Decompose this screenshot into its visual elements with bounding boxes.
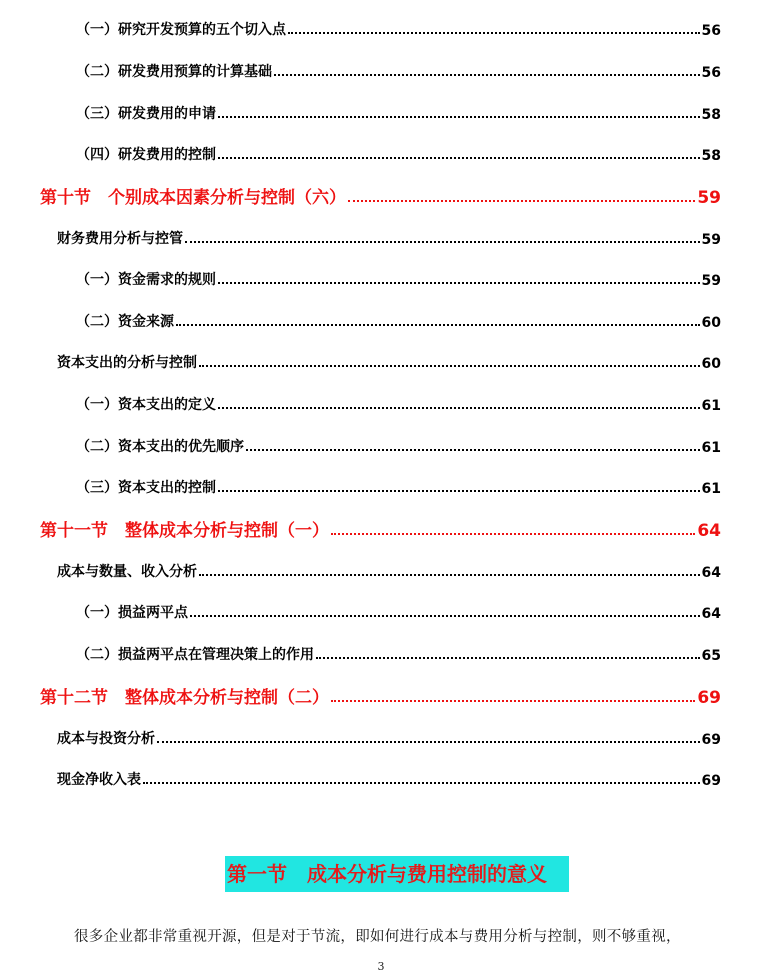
toc-entry-label: （四）研发费用的控制 <box>76 147 216 163</box>
toc-entry[interactable] <box>76 19 721 39</box>
dot-leader <box>274 74 700 76</box>
toc-entry-label: （三）资本支出的控制 <box>76 480 216 496</box>
toc-entry[interactable] <box>76 477 721 497</box>
toc-entry-page: 65 <box>701 648 721 664</box>
toc-entry[interactable] <box>76 311 721 331</box>
toc-entry[interactable] <box>76 144 721 164</box>
section-heading: 第一节 成本分析与费用控制的意义 <box>225 856 569 892</box>
dot-leader <box>218 490 700 492</box>
body-paragraph: 很多企业都非常重视开源，但是对于节流，即如何进行成本与费用分析与控制，则不够重视， <box>74 929 681 945</box>
toc-entry[interactable] <box>57 769 721 789</box>
toc-entry-label: 现金净收入表 <box>57 772 141 788</box>
toc-entry-label: （二）研发费用预算的计算基础 <box>76 64 272 80</box>
toc-entry[interactable] <box>76 103 721 123</box>
toc-entry-page: 59 <box>701 232 721 248</box>
dot-leader <box>246 449 700 451</box>
toc-entry-label: （一）资本支出的定义 <box>76 397 216 413</box>
toc-entry-page: 69 <box>701 773 721 789</box>
toc-entry-label: 成本与数量、收入分析 <box>57 564 197 580</box>
toc-entry[interactable] <box>57 561 721 581</box>
toc-entry-label: 资本支出的分析与控制 <box>57 355 197 371</box>
dot-leader <box>218 157 700 159</box>
dot-leader <box>348 200 695 202</box>
toc-entry-page: 60 <box>701 356 721 372</box>
toc-entry[interactable] <box>76 61 721 81</box>
page-number: 3 <box>377 960 385 973</box>
toc-entry-label: （三）研发费用的申请 <box>76 106 216 122</box>
dot-leader <box>176 324 700 326</box>
toc-entry-label: （二）资金来源 <box>76 314 174 330</box>
toc-entry-label: 第十一节 整体成本分析与控制（一） <box>40 521 329 541</box>
dot-leader <box>331 533 695 535</box>
toc-chapter-entry[interactable] <box>40 684 721 708</box>
dot-leader <box>157 741 700 743</box>
toc-entry-page: 58 <box>701 107 721 123</box>
toc-entry-label: （一）损益两平点 <box>76 605 188 621</box>
toc-entry[interactable] <box>57 352 721 372</box>
dot-leader <box>185 241 700 243</box>
toc-entry-label: 第十节 个别成本因素分析与控制（六） <box>40 188 346 208</box>
dot-leader <box>218 116 700 118</box>
toc-entry[interactable] <box>76 269 721 289</box>
toc-entry-page: 59 <box>697 188 721 208</box>
toc-entry-page: 59 <box>701 273 721 289</box>
toc-entry[interactable] <box>76 394 721 414</box>
dot-leader <box>316 657 700 659</box>
toc-entry-page: 56 <box>701 23 721 39</box>
toc-entry[interactable] <box>57 228 721 248</box>
toc-entry-page: 64 <box>701 606 721 622</box>
toc-entry[interactable] <box>76 436 721 456</box>
toc-entry-page: 69 <box>697 688 721 708</box>
dot-leader <box>143 782 700 784</box>
dot-leader <box>218 282 700 284</box>
toc-entry-page: 58 <box>701 148 721 164</box>
toc-entry-label: 财务费用分析与控管 <box>57 231 183 247</box>
toc-entry-page: 69 <box>701 732 721 748</box>
toc-entry-label: （二）损益两平点在管理决策上的作用 <box>76 647 314 663</box>
toc-entry-label: 成本与投资分析 <box>57 731 155 747</box>
toc-entry-label: （一）资金需求的规则 <box>76 272 216 288</box>
toc-entry-page: 56 <box>701 65 721 81</box>
toc-chapter-entry[interactable] <box>40 517 721 541</box>
dot-leader <box>218 407 700 409</box>
dot-leader <box>199 574 700 576</box>
dot-leader <box>331 700 695 702</box>
toc-entry[interactable] <box>57 728 721 748</box>
dot-leader <box>288 32 700 34</box>
toc-entry[interactable] <box>76 644 721 664</box>
dot-leader <box>190 615 700 617</box>
toc-entry-page: 64 <box>697 521 721 541</box>
toc-entry-label: （二）资本支出的优先顺序 <box>76 439 244 455</box>
toc-entry-page: 60 <box>701 315 721 331</box>
toc-entry-page: 61 <box>701 481 721 497</box>
toc-entry-page: 61 <box>701 398 721 414</box>
toc-chapter-entry[interactable] <box>40 184 721 208</box>
toc-entry-page: 61 <box>701 440 721 456</box>
toc-entry-label: （一）研究开发预算的五个切入点 <box>76 22 286 38</box>
toc-entry[interactable] <box>76 602 721 622</box>
toc-entry-label: 第十二节 整体成本分析与控制（二） <box>40 688 329 708</box>
dot-leader <box>199 365 700 367</box>
toc-entry-page: 64 <box>701 565 721 581</box>
